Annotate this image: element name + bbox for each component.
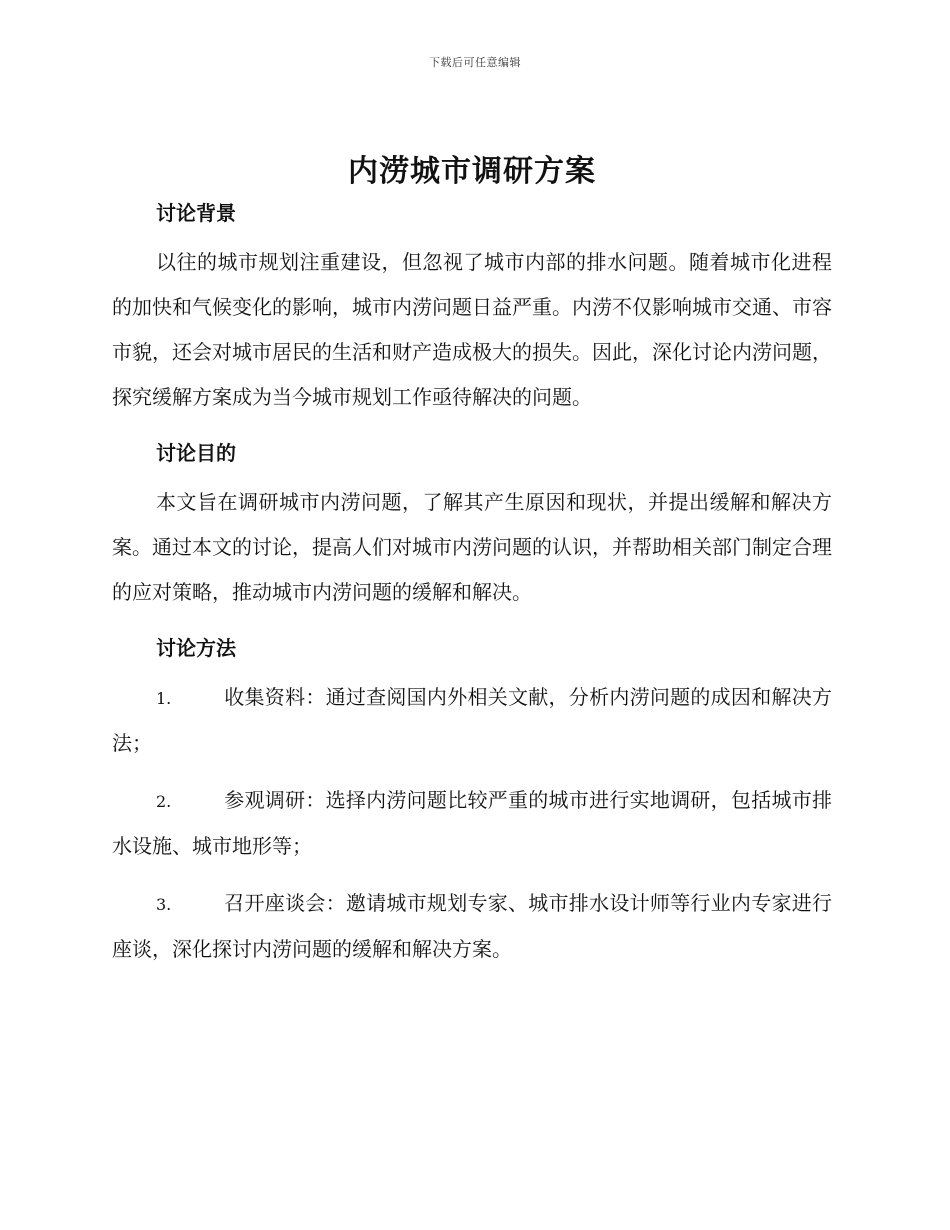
list-item bbox=[112, 881, 832, 972]
list-item-text: 召开座谈会：邀请城市规划专家、城市排水设计师等行业内专家进行座谈，深化探讨内涝问题的缓解和解决方案。 bbox=[112, 891, 832, 961]
section-heading-method: 讨论方法 bbox=[156, 636, 236, 660]
section-paragraph-background: 以往的城市规划注重建设，但忽视了城市内部的排水问题。随着城市化进程的加快和气候变化的影响，城市内涝问题日益严重。内涝不仅影响城市交通、市容市貌，还会对城市居民的生活和财产造成极大的损失。因此，深化讨论内涝问题，探究缓解方案成为当今城市规划工作亟待解决的问题。 bbox=[112, 250, 832, 409]
header-note: 下载后可任意编辑 bbox=[429, 56, 521, 69]
list-number: 3. bbox=[156, 895, 172, 914]
list-item bbox=[112, 675, 832, 766]
list-number: 1. bbox=[156, 689, 172, 708]
section-heading-background: 讨论背景 bbox=[156, 201, 236, 225]
section-heading-purpose: 讨论目的 bbox=[156, 441, 236, 465]
list-number: 2. bbox=[156, 792, 172, 811]
list-item-text: 收集资料：通过查阅国内外相关文献，分析内涝问题的成因和解决方法； bbox=[112, 685, 832, 755]
document-body bbox=[112, 150, 832, 972]
list-item-text: 参观调研：选择内涝问题比较严重的城市进行实地调研，包括城市排水设施、城市地形等； bbox=[112, 788, 832, 858]
section-paragraph-purpose: 本文旨在调研城市内涝问题，了解其产生原因和现状，并提出缓解和解决方案。通过本文的讨论，提高人们对城市内涝问题的认识，并帮助相关部门制定合理的应对策略，推动城市内涝问题的缓解和解决。 bbox=[112, 490, 832, 604]
list-item bbox=[112, 778, 832, 869]
document-title: 内涝城市调研方案 bbox=[348, 154, 596, 189]
